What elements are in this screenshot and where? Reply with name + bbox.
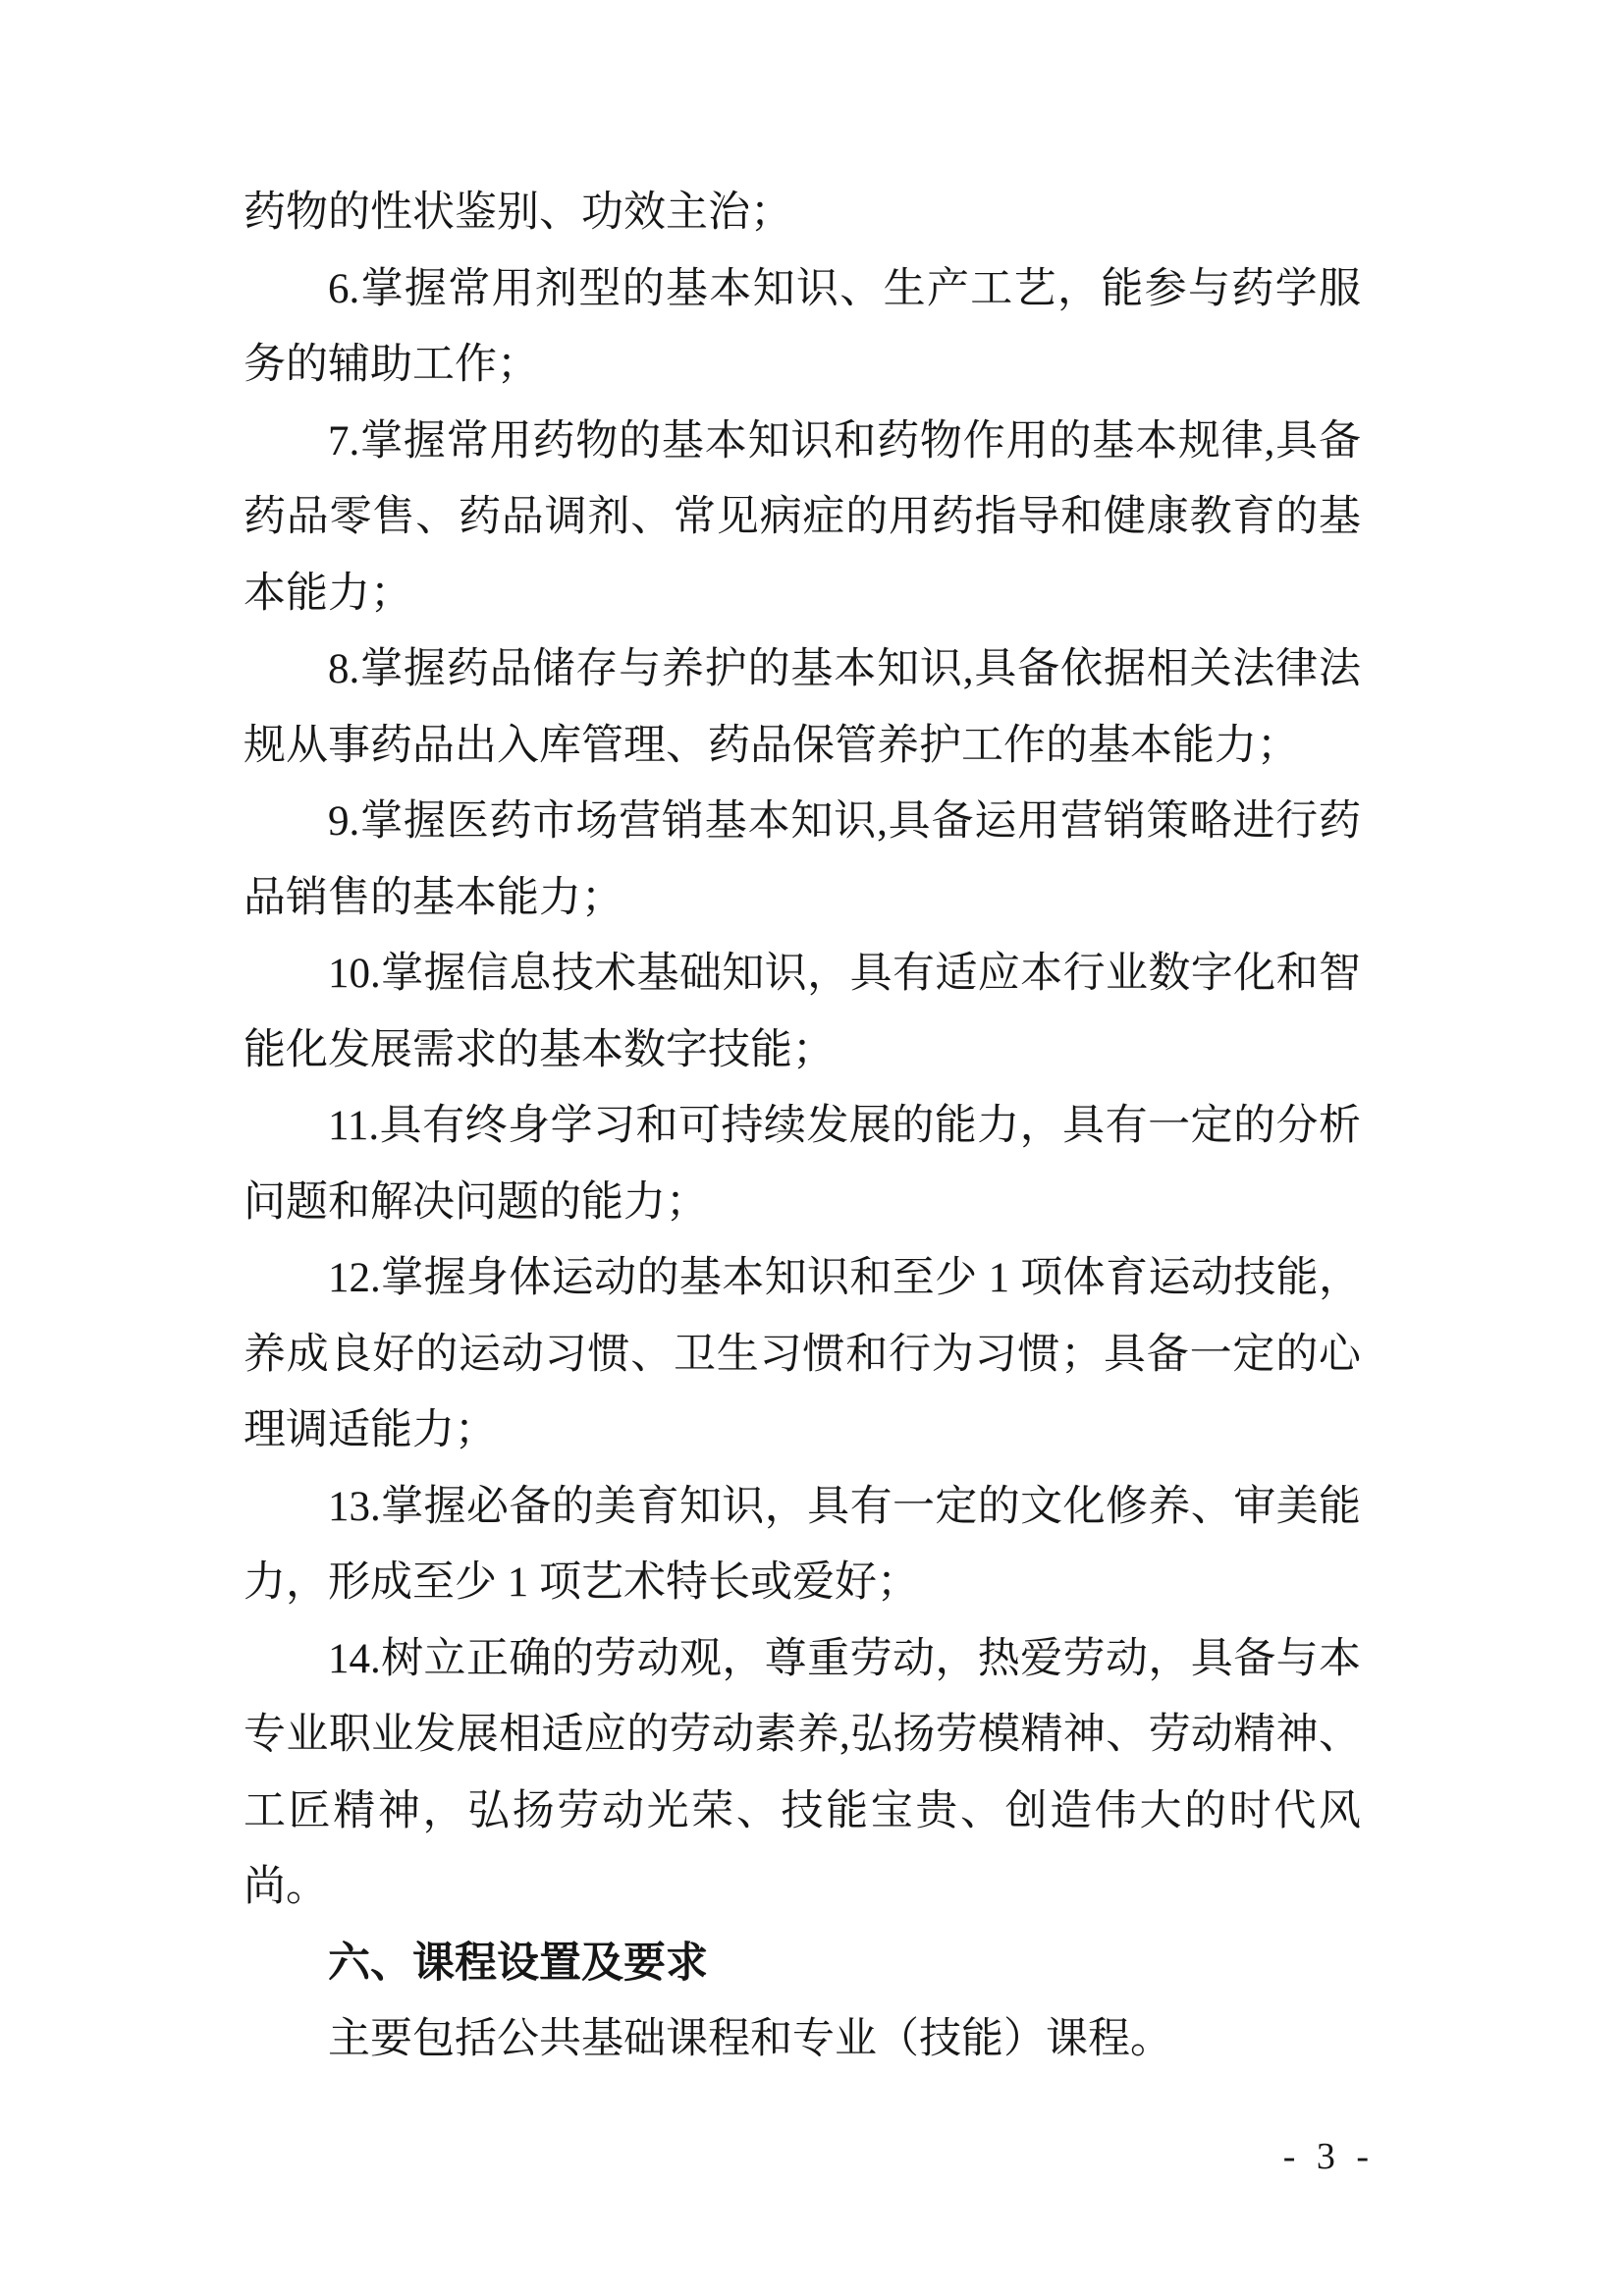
paragraph-item-10: 10.掌握信息技术基础知识，具有适应本行业数字化和智能化发展需求的基本数字技能；	[243, 951, 1361, 1073]
page-number: - 3 -	[1282, 2136, 1375, 2177]
document-body	[243, 175, 1361, 2078]
paragraph-curriculum-intro: 主要包括公共基础课程和专业（技能）课程。	[328, 2016, 1172, 2062]
paragraph-item-7: 7.掌握常用药物的基本知识和药物作用的基本规律,具备药品零售、药品调剂、常见病症的用药指导和健康教育的基本能力；	[243, 417, 1361, 617]
paragraph-item-6: 6.掌握常用剂型的基本知识、生产工艺，能参与药学服务的辅助工作；	[243, 265, 1361, 388]
section-heading-curriculum: 六、课程设置及要求	[328, 1940, 708, 1987]
paragraph-item-8: 8.掌握药品储存与养护的基本知识,具备依据相关法律法规从事药品出入库管理、药品保管养护工作的基本能力；	[243, 646, 1361, 769]
paragraph-item-13: 13.掌握必备的美育知识，具有一定的文化修养、审美能力，形成至少 1 项艺术特长或爱好；	[243, 1483, 1361, 1606]
paragraph-item-11: 11.具有终身学习和可持续发展的能力，具有一定的分析问题和解决问题的能力；	[243, 1103, 1361, 1226]
paragraph-item-12: 12.掌握身体运动的基本知识和至少 1 项体育运动技能，养成良好的运动习惯、卫生习惯和行为习惯；具备一定的心理调适能力；	[243, 1255, 1361, 1453]
paragraph-continuation: 药物的性状鉴别、功效主治；	[243, 190, 792, 236]
paragraph-item-9: 9.掌握医药市场营销基本知识,具备运用营销策略进行药品销售的基本能力；	[243, 798, 1361, 921]
paragraph-item-14: 14.树立正确的劳动观，尊重劳动，热爱劳动，具备与本专业职业发展相适应的劳动素养,弘扬劳模精神、劳动精神、工匠精神，弘扬劳动光荣、技能宝贵、创造伟大的时代风尚。	[243, 1635, 1361, 1910]
